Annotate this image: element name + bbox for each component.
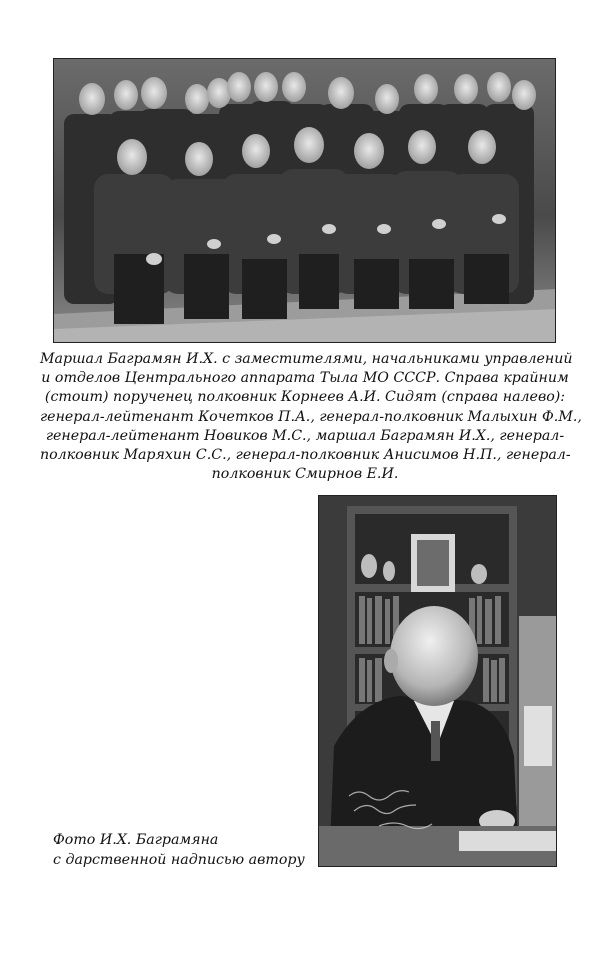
caption-line: с дарственной надписью автору xyxy=(53,852,305,868)
portrait-photo-caption xyxy=(53,830,303,870)
caption-line: генерал-лейтенант Кочетков П.А., генерал-полковник Малыхин Ф.М., xyxy=(40,408,582,425)
caption-line: Маршал Баграмян И.Х. с заместителями, начальниками управлений xyxy=(40,351,573,367)
caption-line: и отделов Центрального аппарата Тыла МО СССР. Справа крайним xyxy=(41,370,569,387)
group-photo xyxy=(53,58,556,343)
caption-line: (стоит) порученец полковник Корнеев А.И. Сидят (справа налево): xyxy=(44,389,566,406)
group-photo-image xyxy=(54,59,556,343)
portrait-photo xyxy=(318,495,557,867)
caption-line: Фото И.Х. Баграмяна xyxy=(53,832,219,848)
caption-line: полковник Смирнов Е.И. xyxy=(211,466,399,483)
portrait-photo-image xyxy=(319,496,557,867)
group-photo-caption xyxy=(40,350,582,484)
caption-line: полковник Маряхин С.С., генерал-полковник Анисимов Н.П., генерал- xyxy=(40,447,571,464)
caption-line: генерал-лейтенант Новиков М.С., маршал Баграмян И.Х., генерал- xyxy=(45,427,565,444)
